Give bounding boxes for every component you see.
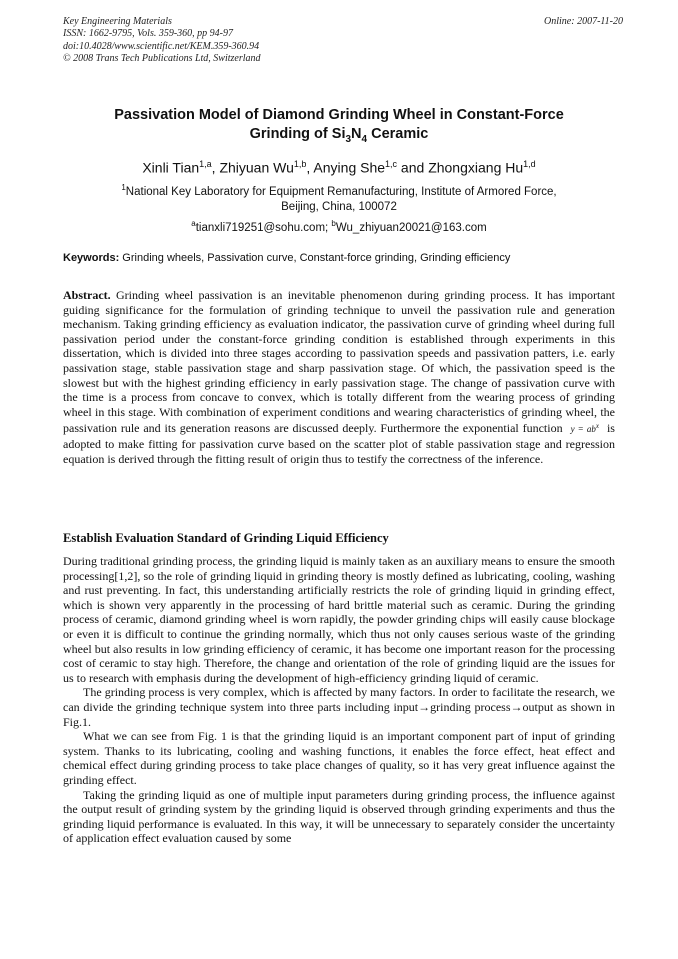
journal-issn: ISSN: 1662-9795, Vols. 359-360, pp 94-97 [63,28,233,40]
paragraph: The grinding process is very complex, which is affected by many factors. In order to facilitate the research, we can divide the grinding technique system into three parts including input→grinding process→output as shown in Fig.1. [63,685,615,729]
journal-copyright: © 2008 Trans Tech Publications Ltd, Switzerland [63,53,261,65]
abstract-text: Grinding wheel passivation is an inevitable phenomenon during grinding process. It has important guiding significance for the formulation of grinding technique to unveil the passivation rule and generation mechanism. Taking grinding efficiency as evaluation indicator, the passivation curve of grinding wheel during full passivation period under the constant-force grinding condition is established through experiments in this dissertation, which is divided into three stages according to passivation speeds and passivation patters, i.e. early passivation stage, stable passivation stage and sharp passivation stage. Of which, the passivation speed is the slowest but with the highest grinding efficiency in early passivation stage. The change of passivation curve with the time is a process from concave to convex, which is totally different from the wearing process of grinding wheel in this stage. With combination of experiment conditions and wearing characteristics of grinding wheel, the passivation rule and its generation reasons are discussed deeply. Furthermore the exponential function [63,288,615,436]
email-sup: b [331,219,336,228]
author-name: Zhiyuan Wu [219,159,294,176]
keywords-label: Keywords: [63,252,120,264]
email-link[interactable]: Wu_zhiyuan20021@163.com [335,221,487,234]
title-text: Grinding of Si [249,126,346,142]
formula [563,424,607,434]
journal-doi: doi:10.4028/www.scientific.net/KEM.359-360.94 [63,40,260,52]
email-link[interactable]: tianxli719251@sohu.com; [195,221,332,234]
author-sep: , [211,159,220,176]
title-line-1: Passivation Model of Diamond Grinding Wheel in Constant-Force [114,107,564,123]
affiliation-text: National Key Laboratory for Equipment Remanufacturing, Institute of Armored Force, [125,185,557,198]
title-text: Ceramic [367,126,429,142]
formula-sup: x [595,422,599,431]
formula-text: y = ab [570,424,596,435]
author-sup: 1,c [385,159,398,169]
keywords [63,251,623,266]
section-heading: Establish Evaluation Standard of Grinding Liquid Efficiency [63,531,389,545]
keywords-text: Grinding wheels, Passivation curve, Constant-force grinding, Grinding efficiency [119,252,511,264]
abstract [63,288,615,466]
author-name: Xinli Tian [142,159,200,176]
author-sep: and [397,159,429,176]
paragraph: During traditional grinding process, the grinding liquid is mainly taken as an auxiliary means to ensure the smooth processing[1,2], so the role of grinding liquid in grinding theory is mostly defined as lubricating, cooling, washing and rust preventing. In fact, this understanding artificially restricts the role of grinding liquid in grinding effect, which is shown very apparently in the processing of hard brittle material such as ceramic. During the grinding process of ceramic, diamond grinding wheel is worn rapidly, the powder grinding chips will easily cause blockage or even it is difficult to continue the grinding normally, which thus not only causes serious waste of the grinding wheel but also results in low grinding efficiency of ceramic, it has become one important reason for the processing cost of ceramic to stay high. Therefore, the change and orientation of the role of grinding liquid are the issues for us to research with emphasis during the development of high-efficiency grinding liquid of ceramic. [63,554,615,685]
paper-title [63,106,615,149]
affiliation-line-2: Beijing, China, 100072 [281,200,397,213]
paragraph: Taking the grinding liquid as one of multiple input parameters during grinding process, the influence against the output result of grinding system by the grinding liquid is observed through grinding experiments and thus the grinding liquid performance is evaluated. In this way, it will be unnecessary to separately consider the uncertainty of application effect evaluation caused by some [63,787,615,846]
title-text: N [351,126,362,142]
title-line-2 [63,125,615,149]
author-name: Zhongxiang Hu [428,159,524,176]
affiliation [63,180,615,215]
author-sup: 1,d [523,159,536,169]
title-subscript: 3 [345,133,352,145]
author-emails [63,216,615,236]
author-list [63,155,615,177]
section-body [63,554,615,846]
author-sep: , [306,159,314,176]
abstract-label: Abstract. [63,288,111,302]
email-sup: a [191,219,196,228]
journal-name: Key Engineering Materials [63,16,172,27]
paragraph: What we can see from Fig. 1 is that the grinding liquid is an important component part of input of grinding system. Thanks to its lubricating, cooling and washing functions, it enables the force effect, heat effect and chemical effect during grinding process to take place changes of quality, so it has very great influence against the grinding effect. [63,729,615,787]
author-sup: 1,b [293,159,307,169]
affiliation-sup: 1 [121,183,126,192]
abstract-text: is adopted to make fitting for passivation curve based on the scatter plot of stable passivation stage and regression equation is derived through the fitting result of origin thus to testify the correctness of the inference. [63,421,615,466]
title-subscript: 4 [361,133,368,145]
author-sup: 1,a [199,159,212,169]
author-name: Anying She [313,159,386,176]
affiliation-line-1 [63,180,615,200]
journal-header [63,16,623,66]
online-date: Online: 2007-11-20 [544,16,623,27]
